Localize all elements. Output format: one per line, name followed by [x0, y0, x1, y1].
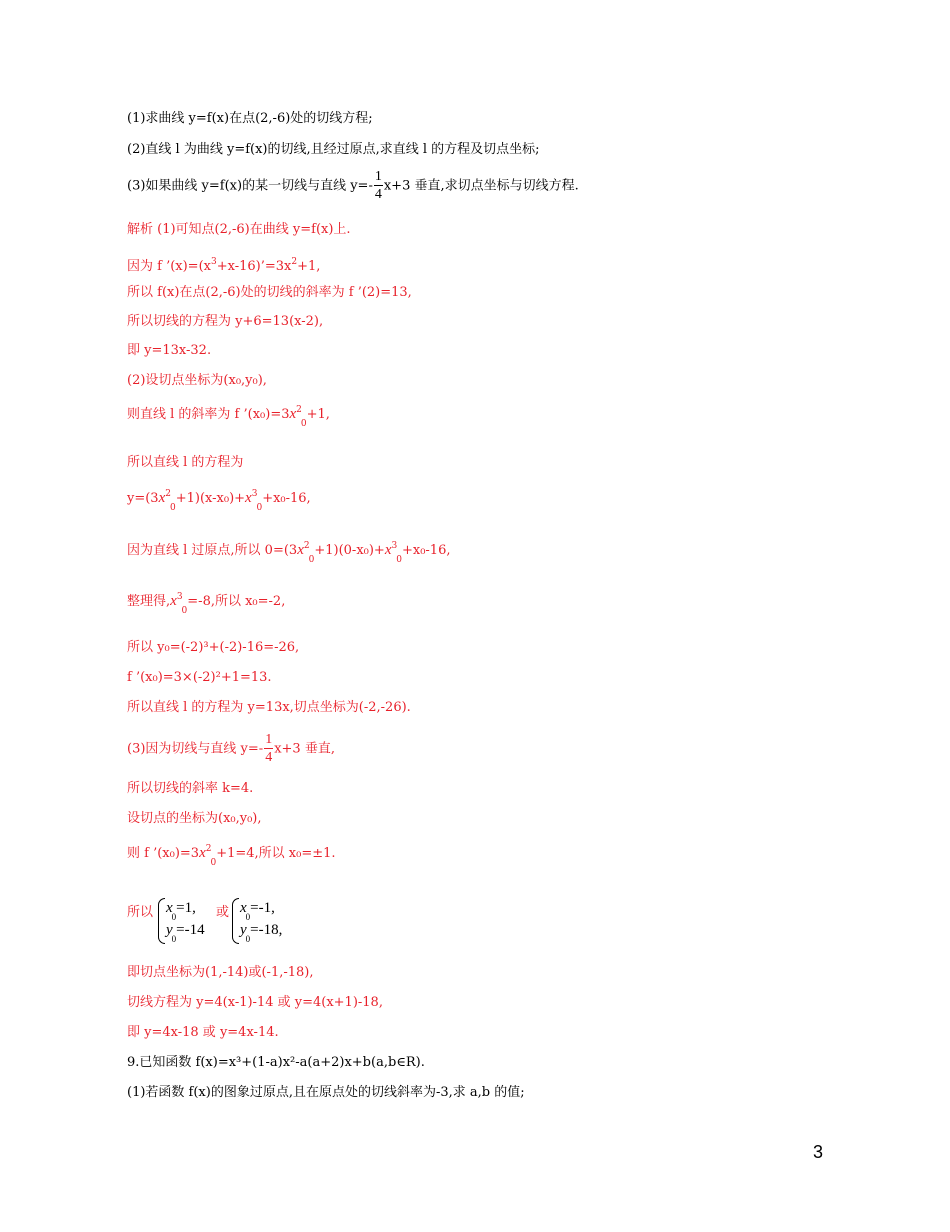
text: 则直线 l 的斜率为 f ’(x₀)=3 — [127, 407, 290, 422]
solution-part-3-intro — [127, 733, 335, 765]
text: +1, — [306, 407, 330, 422]
solution-line-tangents: 切线方程为 y=4(x-1)-14 或 y=4(x+1)-18, — [127, 995, 383, 1010]
superscript: 3 — [210, 257, 217, 267]
problem-9-statement: 9.已知函数 f(x)=x³+(1-a)x²-a(a+2)x+b(a,b∈R). — [127, 1055, 425, 1070]
system-or: 或 — [216, 905, 230, 920]
math-var-x: x — [170, 593, 177, 609]
question-part-1: (1)求曲线 y=f(x)在点(2,-6)处的切线方程; — [127, 111, 373, 126]
math-var-y: y — [166, 922, 173, 938]
math-var-x: x — [384, 542, 392, 558]
text: +1)(x-x₀)+ — [175, 491, 246, 506]
superscript: 3 — [251, 489, 258, 499]
text: 则 f ’(x₀)=3 — [127, 846, 200, 861]
fraction-one-quarter — [264, 733, 273, 765]
math-var-y: y — [240, 922, 247, 938]
problem-9-part-1: (1)若函数 f(x)的图象过原点,且在原点处的切线斜率为-3,求 a,b 的值; — [127, 1085, 525, 1100]
solution-line-simplify — [127, 589, 285, 619]
solution-line-fprime: f ’(x₀)=3×(-2)²+1=13. — [127, 670, 272, 685]
solution-part-2-intro: (2)设切点坐标为(x₀,y₀), — [127, 373, 267, 388]
solution-line-x0 — [127, 841, 336, 871]
text: +x₀-16, — [262, 491, 311, 506]
text: 因为直线 l 过原点,所以 0=(3 — [127, 543, 298, 558]
math-var-x: x — [245, 490, 252, 506]
system-prefix: 所以 — [127, 905, 154, 920]
fraction-denominator: 4 — [374, 187, 382, 202]
subscript: 0 — [210, 858, 217, 868]
text: y=(3 — [127, 491, 159, 506]
subscript: 0 — [181, 606, 188, 616]
subscript: 0 — [171, 912, 177, 922]
solution-line-y0: 所以 y₀=(-2)³+(-2)-16=-26, — [127, 640, 300, 655]
superscript: 3 — [176, 592, 183, 602]
solution-line-equation — [127, 486, 311, 516]
superscript: 2 — [205, 844, 212, 854]
solution-line-slope-x0 — [127, 402, 330, 432]
text: 整理得, — [127, 594, 171, 609]
question-part-3 — [127, 170, 579, 202]
math-var-x: x — [240, 900, 247, 916]
solution-line-points: 即切点坐标为(1,-14)或(-1,-18), — [127, 965, 314, 980]
subscript: 0 — [396, 555, 402, 565]
system-1-row-1 — [166, 900, 196, 922]
text: =-8,所以 x₀=-2, — [187, 594, 286, 609]
q3-text-pre: (3)如果曲线 y=f(x)的某一切线与直线 y=- — [127, 178, 373, 194]
subscript: 0 — [170, 503, 176, 513]
math-var-x: x — [289, 406, 297, 422]
question-part-2: (2)直线 l 为曲线 y=f(x)的切线,且经过原点,求直线 l 的方程及切点坐标; — [127, 142, 540, 157]
q3-text-post: x+3 垂直,求切点坐标与切线方程. — [383, 178, 579, 194]
text: +1=4,所以 x₀=±1. — [216, 846, 336, 861]
fraction-denominator: 4 — [265, 750, 273, 765]
superscript: 2 — [296, 405, 302, 415]
subscript: 0 — [245, 934, 251, 944]
superscript: 2 — [165, 489, 171, 499]
subscript: 0 — [171, 934, 177, 944]
superscript: 3 — [391, 541, 398, 551]
solution-heading: 解析 (1)可知点(2,-6)在曲线 y=f(x)上. — [127, 222, 351, 237]
left-brace-1 — [158, 898, 165, 944]
subscript: 0 — [245, 912, 251, 922]
superscript: 2 — [291, 257, 298, 267]
solution-line-tangent: 所以切线的方程为 y+6=13(x-2), — [127, 314, 324, 329]
solution-line-result: 即 y=13x-32. — [127, 343, 212, 358]
solution-line-point: 设切点的坐标为(x₀,y₀), — [127, 811, 262, 826]
solution-line-derivative — [127, 254, 320, 275]
left-brace-2 — [232, 898, 239, 944]
solution-line-equation-label: 所以直线 l 的方程为 — [127, 455, 244, 470]
page-number: 3 — [813, 1142, 824, 1162]
system-1-row-2 — [166, 922, 205, 944]
system-2-row-2 — [240, 922, 282, 944]
subscript: 0 — [256, 503, 263, 513]
text: 因为 f ’(x)=(x — [127, 259, 211, 274]
text: +x₀-16, — [401, 543, 451, 558]
fraction-numerator: 1 — [374, 169, 382, 184]
system-2-row-1 — [240, 900, 275, 922]
solution-line-conclusion-2: 所以直线 l 的方程为 y=13x,切点坐标为(-2,-26). — [127, 700, 411, 715]
math-var-x: x — [166, 900, 173, 916]
fraction-one-quarter — [374, 170, 383, 202]
text: +1, — [297, 259, 321, 274]
text: x+3 垂直, — [274, 741, 335, 757]
solution-line-final: 即 y=4x-18 或 y=4x-14. — [127, 1025, 279, 1040]
text: +x-16)’=3x — [216, 259, 292, 274]
text: =1, — [176, 900, 196, 916]
text: =-1, — [250, 900, 275, 916]
superscript: 2 — [303, 541, 310, 551]
text: =-18, — [250, 922, 283, 938]
solution-line-slope: 所以 f(x)在点(2,-6)处的切线的斜率为 f ’(2)=13, — [127, 285, 412, 300]
subscript: 0 — [300, 419, 307, 429]
math-var-x: x — [199, 845, 206, 861]
fraction-numerator: 1 — [265, 732, 273, 747]
text: +1)(0-x₀)+ — [314, 543, 385, 558]
text: (3)因为切线与直线 y=- — [127, 741, 264, 757]
text: =-14 — [176, 922, 205, 938]
math-var-x: x — [158, 490, 166, 506]
math-var-x: x — [297, 542, 304, 558]
solution-line-k: 所以切线的斜率 k=4. — [127, 781, 254, 796]
subscript: 0 — [308, 555, 315, 565]
solution-line-origin — [127, 538, 450, 568]
